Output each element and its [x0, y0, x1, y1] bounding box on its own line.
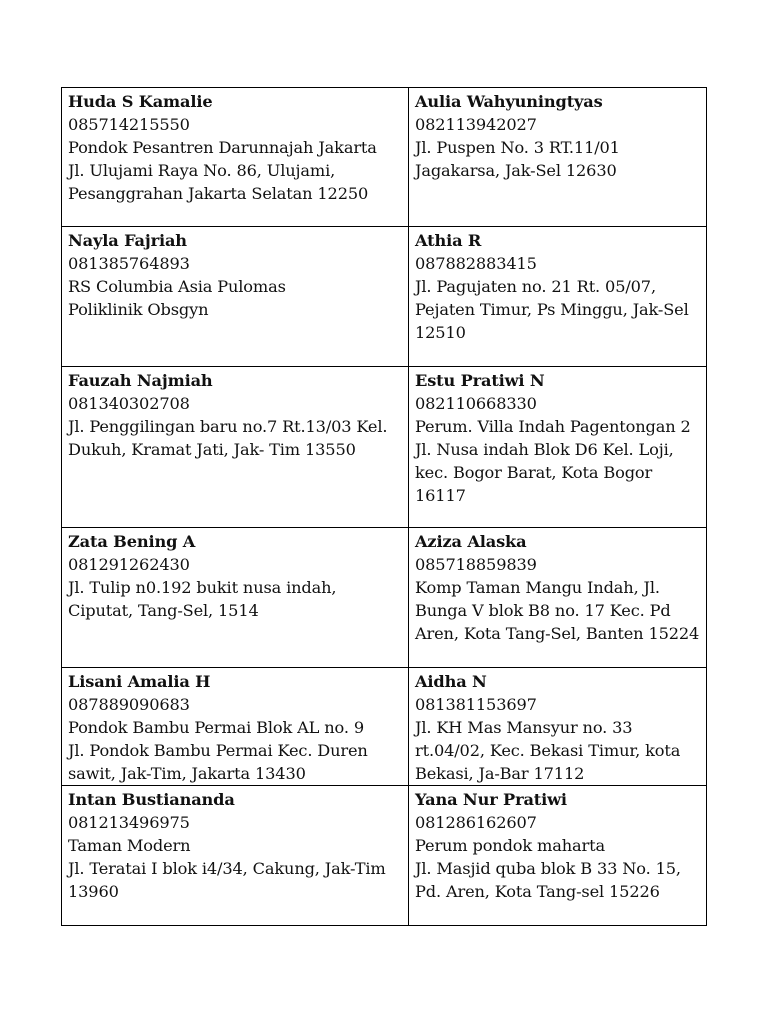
contact-address-line: Perum. Villa Indah Pagentongan 2	[415, 417, 691, 436]
contact-address-line: Pondok Pesantren Darunnajah Jakarta	[68, 138, 377, 157]
contact-address-line: Jl. Masjid quba blok B 33 No. 15, Pd. Aren, Kota Tang-sel 15226	[415, 859, 681, 901]
contact-address-line: Jl. KH Mas Mansyur no. 33 rt.04/02, Kec. Bekasi Timur, kota Bekasi, Ja-Bar 17112	[415, 718, 681, 783]
contact-cell	[62, 668, 409, 786]
contact-address-line: Jl. Teratai I blok i4/34, Cakung, Jak-Tim 13960	[68, 859, 386, 901]
contact-address-line: RS Columbia Asia Pulomas	[68, 277, 286, 296]
table-row	[62, 528, 707, 668]
contact-name: Fauzah Najmiah	[68, 371, 213, 390]
address-sheet	[61, 87, 700, 926]
contact-name: Nayla Fajriah	[68, 231, 187, 250]
contact-phone: 081213496975	[68, 813, 190, 832]
contact-phone: 081286162607	[415, 813, 537, 832]
contact-phone: 081291262430	[68, 555, 190, 574]
contact-phone: 082113942027	[415, 115, 537, 134]
table-row	[62, 786, 707, 926]
contact-address-line: Komp Taman Mangu Indah, Jl. Bunga V blok B8 no. 17 Kec. Pd Aren, Kota Tang-Sel, Banten 15224	[415, 578, 700, 643]
contact-cell	[62, 227, 409, 367]
contact-address-line: Pondok Bambu Permai Blok AL no. 9	[68, 718, 364, 737]
contact-cell	[62, 528, 409, 668]
contact-address-line: Perum pondok maharta	[415, 836, 605, 855]
contact-phone: 085714215550	[68, 115, 190, 134]
contact-name: Estu Pratiwi N	[415, 371, 545, 390]
contact-address-line: Jl. Nusa indah Blok D6 Kel. Loji, kec. Bogor Barat, Kota Bogor 16117	[415, 440, 674, 505]
contact-phone: 081385764893	[68, 254, 190, 273]
contact-name: Athia R	[415, 231, 482, 250]
contact-cell	[409, 786, 707, 926]
contact-cell	[409, 88, 707, 227]
contact-phone: 081340302708	[68, 394, 190, 413]
contact-cell	[62, 367, 409, 528]
table-row	[62, 668, 707, 786]
contact-phone: 082110668330	[415, 394, 537, 413]
contact-name: Intan Bustiananda	[68, 790, 235, 809]
contact-address-line: Jl. Puspen No. 3 RT.11/01 Jagakarsa, Jak-Sel 12630	[415, 138, 620, 180]
contact-phone: 087882883415	[415, 254, 537, 273]
contacts-table	[61, 87, 707, 926]
contact-address-line: Poliklinik Obsgyn	[68, 300, 209, 319]
table-row	[62, 227, 707, 367]
contact-phone: 085718859839	[415, 555, 537, 574]
contact-address-line: Jl. Ulujami Raya No. 86, Ulujami, Pesanggrahan Jakarta Selatan 12250	[68, 161, 369, 203]
contact-name: Lisani Amalia H	[68, 672, 211, 691]
contact-address-line: Jl. Penggilingan baru no.7 Rt.13/03 Kel. Dukuh, Kramat Jati, Jak- Tim 13550	[68, 417, 388, 459]
contact-cell	[62, 786, 409, 926]
contact-address-line: Jl. Tulip n0.192 bukit nusa indah, Ciputat, Tang-Sel, 1514	[68, 578, 337, 620]
contact-phone: 081381153697	[415, 695, 537, 714]
contact-cell	[409, 227, 707, 367]
table-row	[62, 88, 707, 227]
contact-name: Aziza Alaska	[415, 532, 527, 551]
contact-name: Aidha N	[415, 672, 487, 691]
contact-phone: 087889090683	[68, 695, 190, 714]
contact-name: Zata Bening A	[68, 532, 196, 551]
contact-cell	[409, 528, 707, 668]
table-row	[62, 367, 707, 528]
contact-address-line: Jl. Pondok Bambu Permai Kec. Duren sawit, Jak-Tim, Jakarta 13430	[68, 741, 368, 783]
contact-name: Yana Nur Pratiwi	[415, 790, 567, 809]
contact-address-line: Jl. Pagujaten no. 21 Rt. 05/07, Pejaten Timur, Ps Minggu, Jak-Sel 12510	[415, 277, 689, 342]
contact-cell	[62, 88, 409, 227]
contact-cell	[409, 668, 707, 786]
contact-address-line: Taman Modern	[68, 836, 191, 855]
contact-name: Aulia Wahyuningtyas	[415, 92, 603, 111]
contact-name: Huda S Kamalie	[68, 92, 213, 111]
contact-cell	[409, 367, 707, 528]
